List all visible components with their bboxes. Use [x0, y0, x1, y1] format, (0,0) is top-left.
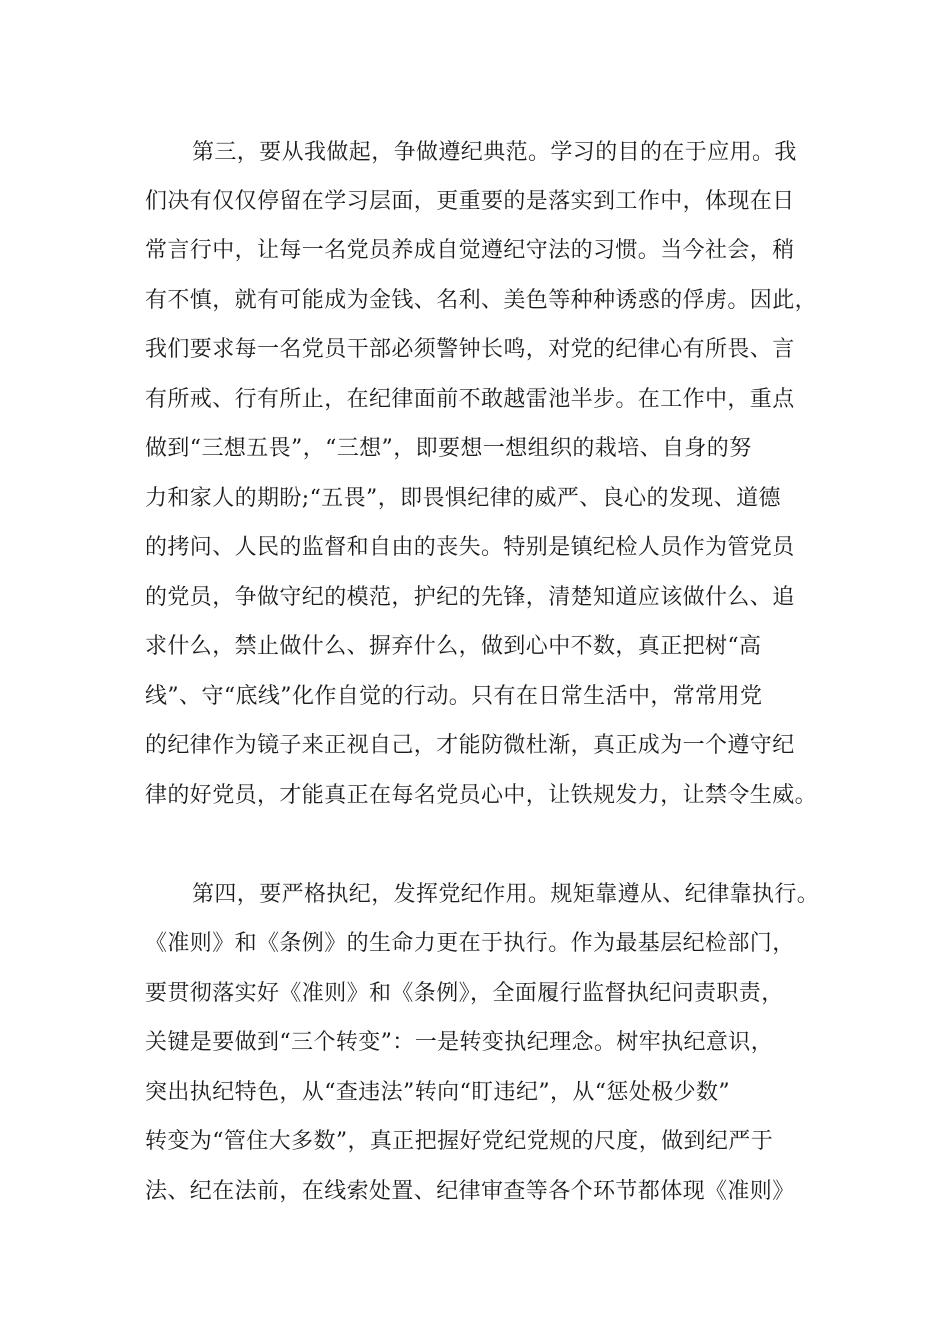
- paragraph-line: 转变为“管住大多数”，真正把握好党纪党规的尺度，做到纪严于: [145, 1129, 774, 1154]
- paragraph-line: 第四，要严格执纪，发挥党纪作用。规矩靠遵从、纪律靠执行。: [192, 882, 820, 907]
- paragraph-line: 的拷问、人民的监督和自由的丧失。特别是镇纪检人员作为管党员: [145, 535, 795, 560]
- paragraph-line: 有不慎，就有可能成为金钱、名利、美色等种种诱惑的俘虏。因此，: [145, 288, 818, 313]
- paragraph-line: 第三，要从我做起，争做遵纪典范。学习的目的在于应用。我: [192, 140, 797, 165]
- paragraph-line: 突出执纪特色，从“查违法”转向“盯违纪”，从“惩处极少数”: [145, 1080, 731, 1105]
- paragraph-line: 《准则》和《条例》的生命力更在于执行。作为最基层纪检部门，: [145, 931, 795, 956]
- paragraph-line: 律的好党员，才能真正在每名党员心中，让铁规发力，让禁令生威。: [145, 783, 818, 808]
- paragraph-line: 线”、守“底线”化作自觉的行动。只有在日常生活中，常常用党: [145, 684, 763, 709]
- paragraph-line: 力和家人的期盼;“五畏”，即畏惧纪律的威严、良心的发现、道德: [145, 486, 781, 511]
- paragraph-line: 有所戒、行有所止，在纪律面前不敢越雷池半步。在工作中，重点: [145, 387, 795, 412]
- paragraph-line: 的纪律作为镜子来正视自己，才能防微杜渐，真正成为一个遵守纪: [145, 733, 795, 758]
- paragraph-line: 常言行中，让每一名党员养成自觉遵纪守法的习惯。当今社会，稍: [145, 238, 795, 263]
- paragraph-line: 要贯彻落实好《准则》和《条例》，全面履行监督执纪问责职责，: [145, 981, 784, 1006]
- paragraph-line: 法、纪在法前，在线索处置、纪律审查等各个环节都体现《准则》: [145, 1179, 795, 1204]
- paragraph-line: 我们要求每一名党员干部必须警钟长鸣，对党的纪律心有所畏、言: [145, 337, 795, 362]
- paragraph-line: 关键是要做到“三个转变”：一是转变执纪理念。树牢执纪意识，: [145, 1030, 774, 1055]
- paragraph-line: 做到“三想五畏”，“三想”，即要想一想组织的栽培、自身的努: [145, 436, 752, 461]
- paragraph-line: 们决有仅仅停留在学习层面，更重要的是落实到工作中，体现在日: [145, 189, 795, 214]
- paragraph-line: 求什么，禁止做什么、摒弃什么，做到心中不数，真正把树“高: [145, 634, 762, 659]
- paragraph-line: 的党员，争做守纪的模范，护纪的先锋，清楚知道应该做什么、追: [145, 585, 795, 610]
